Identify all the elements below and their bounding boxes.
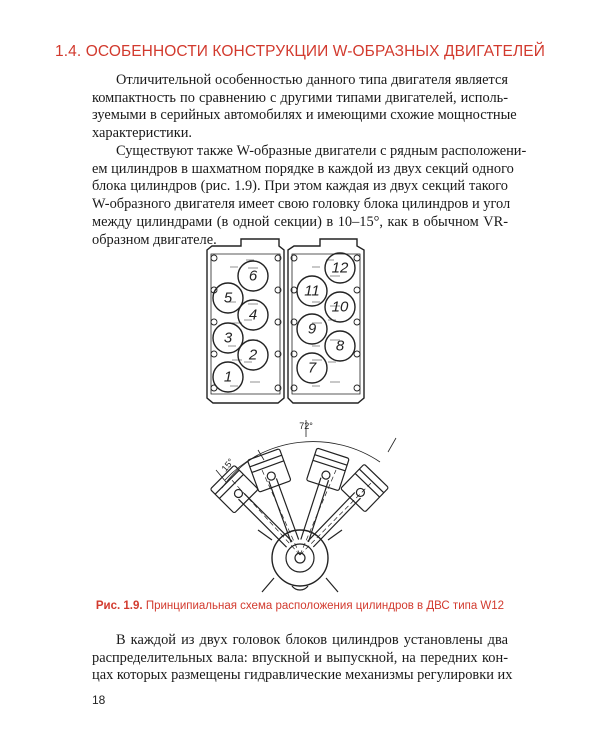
cylinder-label: 6 (248, 267, 258, 285)
figure-caption (0, 600, 600, 612)
cylinder-label: 9 (307, 320, 317, 338)
cylinder-label: 11 (304, 282, 320, 300)
cylinder-label: 8 (335, 337, 345, 355)
paragraph-1-line: характеристики. (92, 125, 193, 142)
section-title: 1.4. ОСОБЕННОСТИ КОНСТРУКЦИИ W-ОБРАЗНЫХ ДВИГАТЕЛЕЙ (55, 43, 545, 60)
cylinder-label: 5 (223, 289, 233, 307)
paragraph-3-line: В каждой из двух головок блоков цилиндров установлены два (116, 632, 508, 648)
caption-text: Принципиальная схема расположения цилиндров в ДВС типа W12 (145, 600, 505, 612)
left-cylinders (213, 261, 268, 392)
paragraph-1-line: Отличительной особенностью данного типа двигателя является (116, 72, 508, 88)
cylinder-label: 4 (248, 306, 258, 324)
cylinder-label: 2 (248, 346, 258, 364)
paragraph-3 (92, 632, 513, 685)
paragraph-1-line: компактность по сравнению с другими типами двигателей, исполь- (92, 89, 508, 106)
paragraph-3-line: цах которых размещены гидравлические механизмы регулировки их (92, 667, 513, 684)
paragraph-2-line: образном двигателе. (92, 231, 217, 248)
angle-label-15: 15° (219, 456, 236, 474)
paragraph-2-line: Существуют также W-образные двигатели с рядным расположени- (116, 143, 527, 159)
cylinder-label: 10 (331, 298, 349, 316)
cylinder-label: 7 (307, 359, 317, 377)
angle-label-72: 72° (299, 421, 313, 431)
paragraph-1-line: зуемыми в серийных автомобилях и имеющими схожие мощностные (92, 107, 517, 124)
paragraph-2-line: между цилиндрами (в одной секции) в 10–15°, как в обычном VR- (92, 213, 508, 230)
w-engine-cross-section (210, 420, 396, 592)
caption-label: Рис. 1.9. (95, 600, 143, 612)
paragraph-3-line: распределительных вала: впускной и выпускной, на передних кон- (92, 649, 508, 666)
paragraph-2-line: W-образного двигателя имеет свою головку блока цилиндров и угол (92, 196, 511, 213)
paragraph-2-line: блока цилиндров (рис. 1.9). При этом каждая из двух секций такого (92, 178, 508, 195)
cylinder-label: 12 (331, 259, 349, 277)
page-number: 18 (92, 693, 106, 707)
cylinder-label: 3 (223, 329, 233, 347)
cylinder-label: 1 (223, 368, 233, 386)
paragraph-2-line: ем цилиндров в шахматном порядке в каждой из двух секций одного (92, 160, 514, 177)
